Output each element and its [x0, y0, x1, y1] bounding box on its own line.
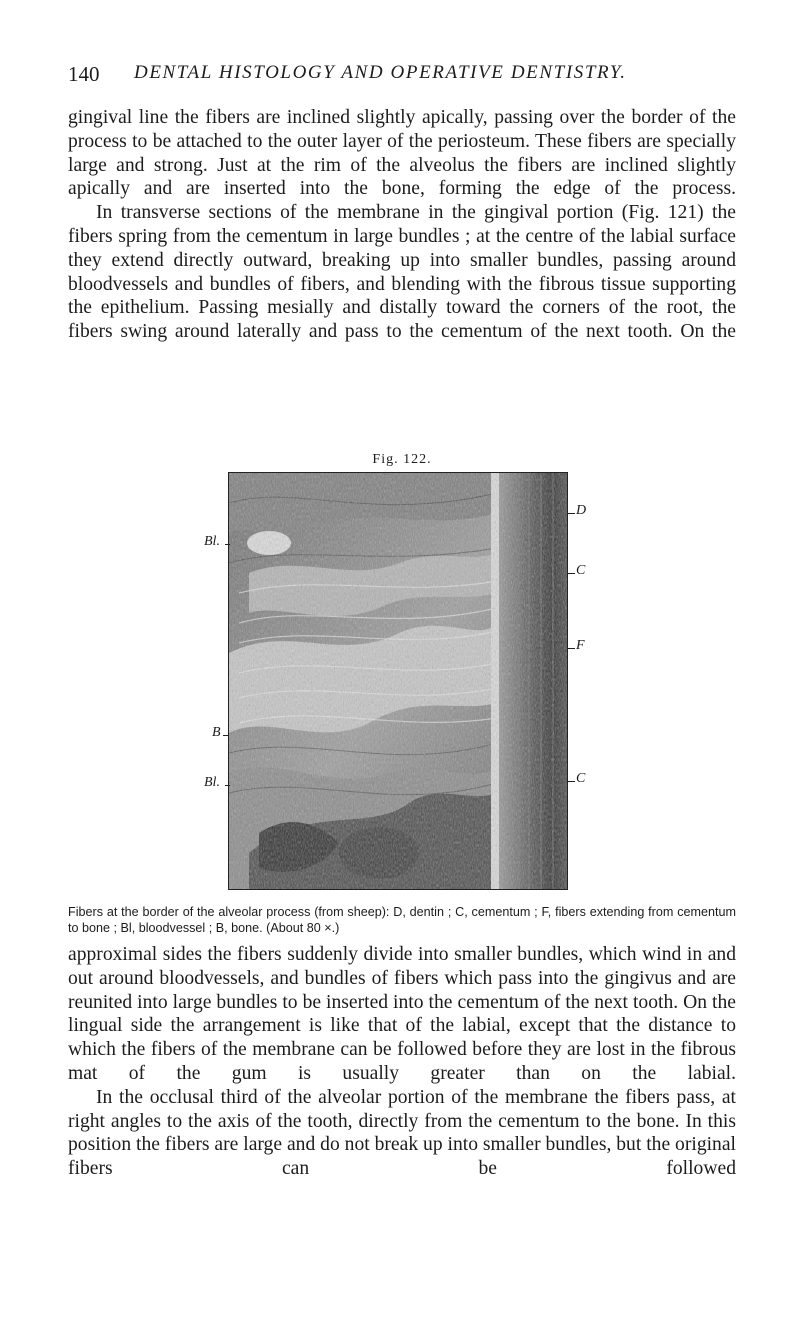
figure-caption: Fibers at the border of the alveolar process (from sheep): D, dentin ; C, cementum ; F, fibers extending from cementum to bone ; Bl, bloodvessel ; B, bone. (About 80 ×.) — [68, 905, 736, 935]
label-cementum-bottom: C — [576, 771, 586, 786]
book-page — [68, 54, 736, 1180]
leader-line — [225, 544, 230, 545]
leader-line — [225, 785, 230, 786]
label-bone: B — [212, 725, 221, 740]
label-bloodvessel-top: Bl. — [204, 534, 220, 549]
leader-line — [567, 648, 575, 649]
paragraph-continued: gingival line the fibers are inclined slightly apically, passing over the border of the process to be attached to the outer layer of the periosteum. These fibers are specially large and strong. Just at the rim of the alveolus the fibers are inclined slightly apically and are inserted into the bone, forming the edge of the process. — [68, 107, 736, 200]
paragraph-approximal-sides: approximal sides the fibers suddenly divide into smaller bundles, which wind in and out around bloodvessels, and bundles of fibers which pass into the gingivus and are reunited into large bundles to be inserted into the cementum of the next tooth. On the lingual side the arrangement is like that of the labial, except that the distance to which the fibers of the membrane can be followed before they are lost in the fibrous mat of the gum is usually greater than on the labial. — [68, 944, 736, 1084]
label-fibers: F — [576, 638, 585, 653]
paragraph-transverse-sections: In transverse sections of the membrane in the gingival portion (Fig. 121) the fibers spring from the cementum in large bundles ; at the centre of the labial surface they extend directly outward, breaking up into smaller bundles, passing around bloodvessels and bundles of fibers, and blending with the fibrous tissue supporting the epithelium. Passing mesially and distally toward the corners of the root, the fibers swing around laterally and pass to the cementum of the next tooth. On the — [68, 202, 736, 343]
running-title: DENTAL HISTOLOGY AND OPERATIVE DENTISTRY. — [134, 62, 627, 83]
paragraph-occlusal-third: In the occlusal third of the alveolar portion of the membrane the fibers pass, at right angles to the axis of the tooth, directly from the cementum to the bone. In this position the fibers are large and do not break up into smaller bundles, but the original fibers can be followed — [68, 1086, 736, 1180]
leader-line — [567, 573, 575, 574]
leader-line — [567, 513, 575, 514]
label-dentin: D — [576, 503, 587, 518]
text-after-figure — [68, 943, 736, 1181]
leader-line — [223, 735, 229, 736]
figure-label: Fig. 122. — [372, 452, 432, 467]
page-header — [68, 54, 736, 90]
label-bloodvessel-bottom: Bl. — [204, 775, 220, 790]
figure-122 — [228, 472, 568, 890]
label-cementum-top: C — [576, 563, 586, 578]
micrograph-drawing — [229, 473, 567, 889]
micrograph-image — [228, 472, 568, 890]
page-number: 140 — [68, 62, 100, 86]
leader-line — [567, 781, 575, 782]
